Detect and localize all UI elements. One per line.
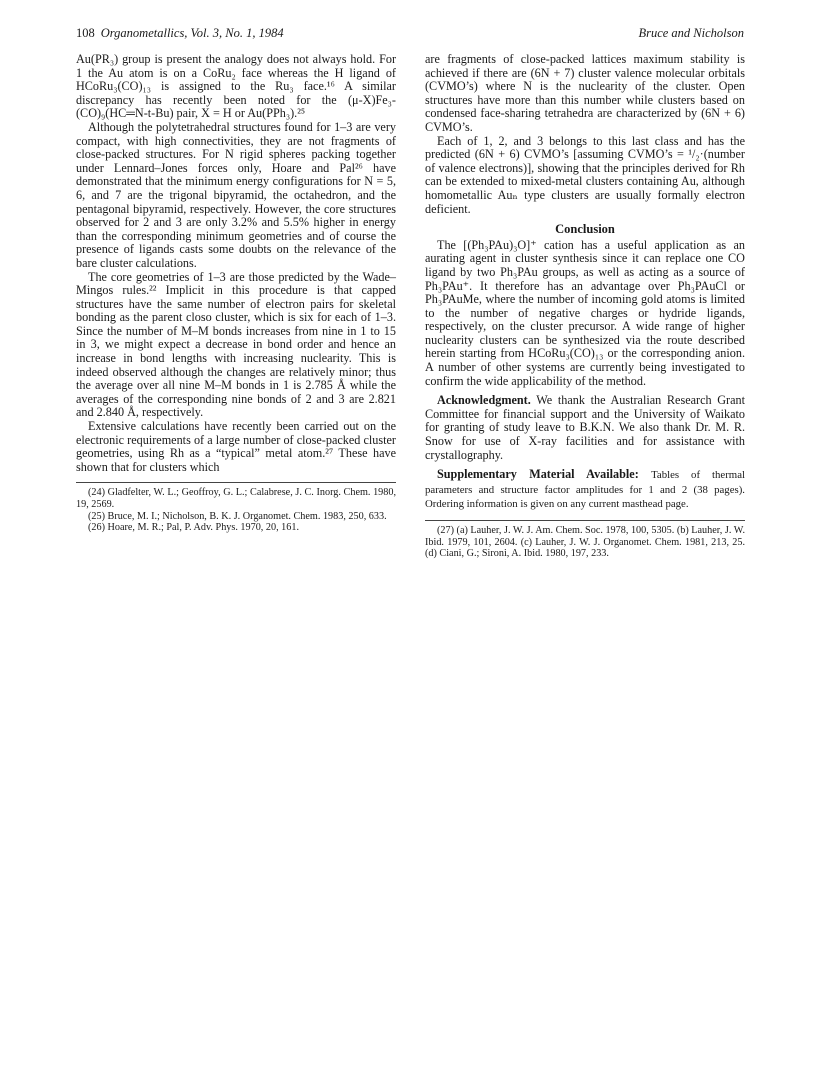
paragraph: are fragments of close-packed lattices maximum stability is achieved if there are (6N + 7) cluster valence molecular orbitals (CVMO’s) where N is the nuclearity of the cluster. Open structures have more than this number while clusters based on condensed face-sharing tetrahedra are characterized by (6N + 6) CVMO’s.	[425, 52, 745, 134]
header-left	[76, 24, 284, 42]
acknowledgment	[425, 394, 745, 462]
page-number: 108	[76, 26, 95, 40]
acknowledgment-heading: Acknowledgment.	[437, 393, 531, 408]
footnote-divider	[76, 482, 396, 483]
acknowledgment-text: We thank the Australian Research Grant Committee for financial support and the University of Waikato for granting of study leave to B.K.N. We also thank Dr. M. R. Snow for use of X-ray facilities and for assistance with crystallography.	[425, 393, 745, 462]
page-header	[76, 24, 744, 42]
supplementary-material	[425, 468, 745, 512]
conclusion-paragraph: The [(Ph₃PAu)₃O]⁺ cation has a useful application as an aurating agent in cluster synthesis since it can replace one CO ligand by two Ph₃PAu groups, as well as acting as a source of Ph₃PAu⁺. It therefore has an advantage over Ph₃PAuCl or Ph₃PAuMe, where the number of incoming gold atoms is limited to the number of negative charges or hydride ligands, respectively, on the cluster precursor. A wide range of higher nuclearity clusters can be synthesized via the route described herein starting from HCoRu₃(CO)₁₃ or the corresponding anion. A number of other systems are currently being investigated to confirm the wide applicability of the method.	[425, 237, 745, 388]
supplementary-heading: Supplementary Material Available:	[437, 467, 639, 482]
footnote: (24) Gladfelter, W. L.; Geoffroy, G. L.; Calabrese, J. C. Inorg. Chem. 1980, 19, 2569.	[76, 487, 396, 510]
right-column	[425, 53, 745, 560]
footnote: (26) Hoare, M. R.; Pal, P. Adv. Phys. 1970, 20, 161.	[88, 522, 300, 534]
header-authors: Bruce and Nicholson	[638, 26, 744, 40]
footnote: (25) Bruce, M. I.; Nicholson, B. K. J. Organomet. Chem. 1983, 250, 633.	[88, 510, 387, 522]
paragraph: Each of 1, 2, and 3 belongs to this last class and has the predicted (6N + 6) CVMO’s [assuming CVMO’s = ¹/₂·(number of valence electrons)], showing that the principles derived for Rh can be extended to mixed-metal clusters containing Au, although homometallic Auₙ type clusters are usually formally electron deficient.	[425, 133, 745, 216]
paragraph: Although the polytetrahedral structures found for 1–3 are very compact, with high connectivities, they are not fragments of close-packed structures. For N rigid spheres packing together under Lennard–Jones forces only, Hoare and Pal²⁶ have demonstrated that the minimum energy configurations for N = 5, 6, and 7 are the trigonal bipyramid, the octahedron, and the pentagonal bipyramid, respectively. However, the core structures observed for 2 and 3 are only 3.2% and 5.5% higher in energy than the corresponding minimum geometries and of course the presence of ligands casts some doubts on the relevance of the bare cluster calculations.	[76, 119, 396, 270]
conclusion-heading: Conclusion	[555, 222, 615, 237]
paragraph: The core geometries of 1–3 are those predicted by the Wade–Mingos rules.²² Implicit in this procedure is that capped structures have the same number of electron pairs for skeletal bonding as the parent closo cluster, which is six for each of 1–3. Since the number of M–M bonds increases from nine in 1 to 15 in 3, we might expect a decrease in bond order and hence an increase in bond lengths with increasing nuclearity. This is indeed observed although the changes are relatively minor; thus the average over all nine M–M bonds in 1 is 2.785 Å while the averages of the corresponding nine bonds of 2 and 3 are 2.821 and 2.840 Å, respectively.	[76, 269, 396, 420]
journal-citation: Organometallics, Vol. 3, No. 1, 1984	[100, 26, 284, 40]
footnote-divider	[425, 520, 745, 521]
footnote: (27) (a) Lauher, J. W. J. Am. Chem. Soc. 1978, 100, 5305. (b) Lauher, J. W. Ibid. 1979, 101, 2604. (c) Lauher, J. W. J. Organomet. Chem. 1981, 213, 25. (d) Ciani, G.; Sironi, A. Ibid. 1980, 197, 233.	[425, 525, 745, 560]
supplementary-text: Tables of thermal parameters and structure factor amplitudes for 1 and 2 (38 pages). Ordering information is given on any current masthead page.	[425, 469, 745, 511]
paragraph: Extensive calculations have recently been carried out on the electronic requirements of a large number of close-packed cluster geometries, using Rh as a “typical” metal atom.²⁷ These have shown that for clusters which	[76, 419, 396, 474]
left-column	[76, 53, 396, 534]
paragraph: Au(PR₃) group is present the analogy does not always hold. For 1 the Au atom is on a CoRu₂ face whereas the H ligand of HCoRu₃(CO)₁₃ is assigned to the Ru₃ face.¹⁶ A similar discrepancy has recently been noted for the (μ-X)Fe₃-(CO)₉(HC═N-t-Bu) pair, X = H or Au(PPh₃).²⁵	[76, 52, 396, 121]
